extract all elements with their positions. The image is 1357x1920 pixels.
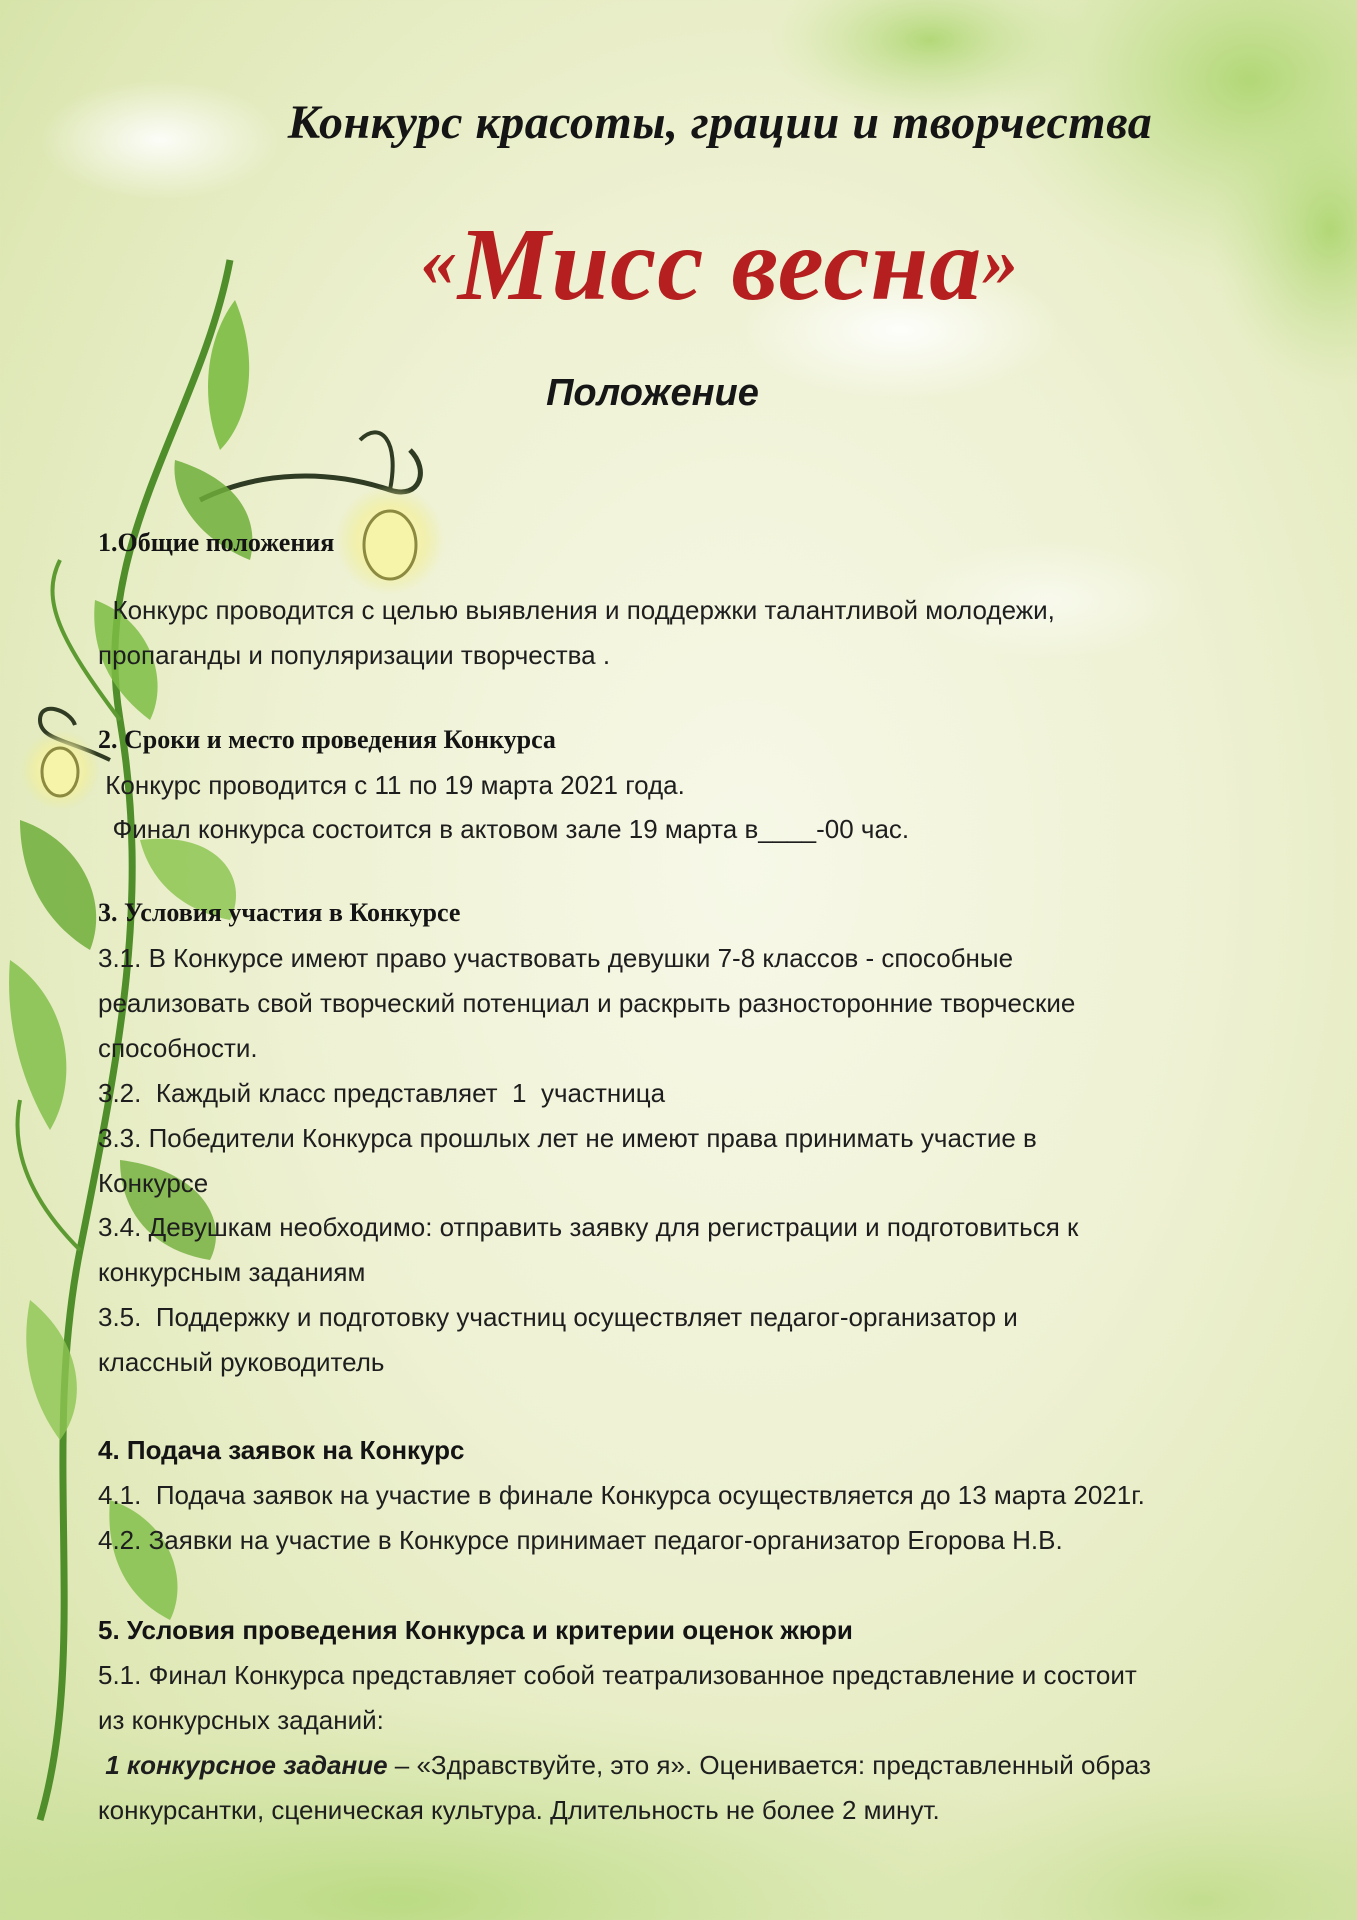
section-3-line: конкурсным заданиям (98, 1257, 366, 1287)
title-close-quote: » (982, 221, 1020, 301)
task-1-line-2: конкурсантки, сценическая культура. Длительность не более 2 минут. (98, 1795, 940, 1825)
task-1-text: – «Здравствуйте, это я». Оценивается: представленный образ (387, 1750, 1151, 1780)
section-5-line: из конкурсных заданий: (98, 1705, 384, 1735)
section-3-line: 3.2. Каждый класс представляет 1 участница (98, 1078, 666, 1108)
section-5-heading: 5. Условия проведения Конкурса и критерии оценок жюри (98, 1615, 853, 1645)
section-4-line: 4.1. Подача заявок на участие в финале Конкурса осуществляется до 13 марта 2021г. (98, 1480, 1145, 1510)
section-3-line: 3.4. Девушкам необходимо: отправить заявку для регистрации и подготовиться к (98, 1212, 1079, 1242)
section-2-line: Конкурс проводится с 11 по 19 марта 2021 года. (98, 770, 685, 800)
section-1-line: Конкурс проводится с целью выявления и поддержки талантливой молодежи, (98, 595, 1055, 625)
section-5-line: 5.1. Финал Конкурса представляет собой театрализованное представление и состоит (98, 1660, 1137, 1690)
section-2-line: Финал конкурса состоится в актовом зале 19 марта в____-00 час. (98, 814, 910, 844)
title-open-quote: « (420, 221, 458, 301)
title-text: Мисс весна (457, 207, 983, 322)
section-3-line: Конкурсе (98, 1168, 209, 1198)
section-4-heading: 4. Подача заявок на Конкурс (98, 1435, 465, 1465)
section-3-line: реализовать свой творческий потенциал и раскрыть разносторонние творческие (98, 988, 1076, 1018)
section-3-line: 3.1. В Конкурсе имеют право участвовать девушки 7-8 классов - способные (98, 943, 1014, 973)
section-1-heading: 1.Общие положения (98, 528, 335, 557)
section-3-line: классный руководитель (98, 1347, 385, 1377)
section-3-heading: 3. Условия участия в Конкурсе (98, 898, 461, 927)
section-4-line: 4.2. Заявки на участие в Конкурсе принимает педагог-организатор Егорова Н.В. (98, 1525, 1063, 1555)
contest-title (0, 205, 1357, 324)
task-1-label: 1 конкурсное задание (98, 1750, 388, 1780)
document-type-heading: Положение (546, 372, 759, 414)
section-2-heading: 2. Сроки и место проведения Конкурса (98, 725, 556, 754)
task-1-line (98, 1750, 1151, 1781)
section-3-line: 3.5. Поддержку и подготовку участниц осуществляет педагог-организатор и (98, 1302, 1018, 1332)
section-1-line: пропаганды и популяризации творчества . (98, 640, 611, 670)
section-3-line: 3.3. Победители Конкурса прошлых лет не имеют права принимать участие в (98, 1123, 1037, 1153)
contest-subtitle: Конкурс красоты, грации и творчества (287, 96, 1153, 149)
section-3-line: способности. (98, 1033, 258, 1063)
